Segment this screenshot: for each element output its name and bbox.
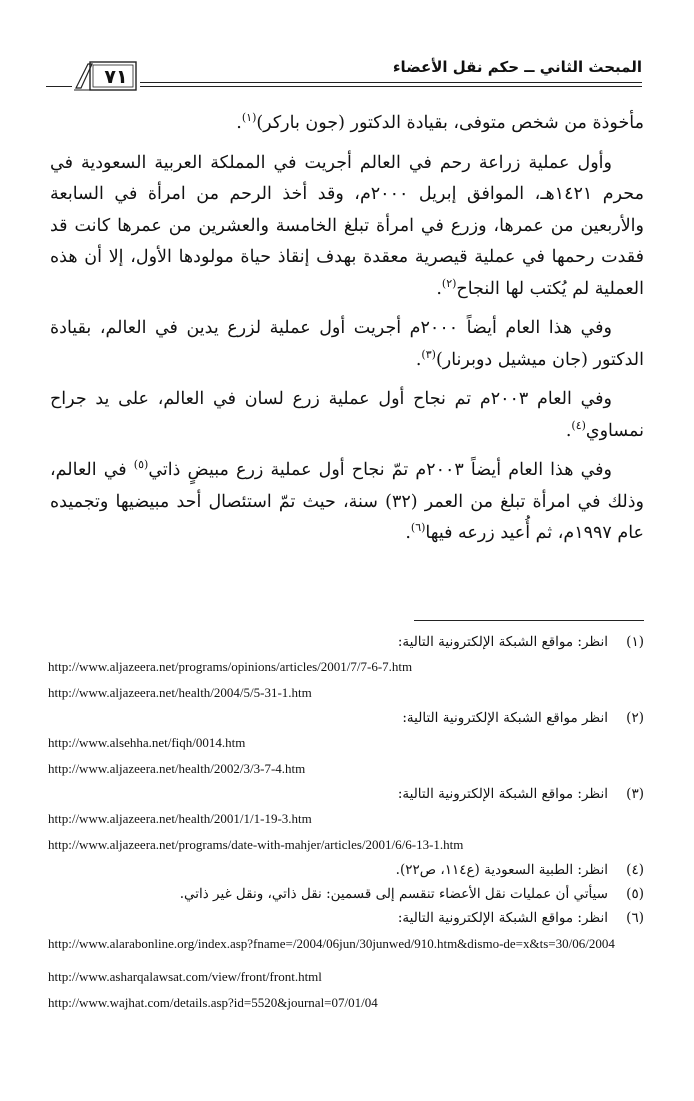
header-rule-left	[46, 86, 72, 87]
footnotes	[48, 630, 644, 1016]
footnote-ref-3: (٣)	[421, 347, 436, 361]
footnote-2: (٢)انظر مواقع الشبكة الإلكترونية التالية:	[402, 710, 644, 726]
paragraph-2: وأول عملية زراعة رحم في العالم أجريت في المملكة العربية السعودية في محرم ١٤٢١هـ، الموافق إبريل ٢٠٠٠م، وقد أخذ الرحم من امرأة في السابعة والأربعين من عمرها، وزرع في امرأة تبلغ الخامسة والعشرين من عمرها كانت قد فقدت رحمها في عملية قيصرية معقدة بهدف إنقاذ حياة مولودها الأول، إلا أن هذه العملية لم يُكتب لها النجاح$^{(٢)}$.	[50, 152, 644, 299]
page-number: ٧١	[104, 66, 128, 88]
paragraph-5: وفي هذا العام أيضاً ٢٠٠٣م تمّ نجاح أول عملية زرع مبيضٍ ذاتي$^{(٥)}$ في العالم، وذلك في امرأة تبلغ من العمر (٣٢) سنة، حيث تمّ استئصال أحد مبيضيها وتجميده عام ١٩٩٧م، ثم أُعيد زرعه فيها$^{(٦)}$.	[50, 458, 644, 543]
footnote-5: (٥)سيأتي أن عمليات نقل الأعضاء تنقسم إلى قسمين: نقل ذاتي، ونقل غير ذاتي.	[179, 886, 644, 902]
main-text	[50, 108, 644, 558]
footnote-4: (٤)انظر: الطبية السعودية (ع١١٤، ص٢٢).	[395, 862, 644, 878]
paragraph-3: وفي هذا العام أيضاً ٢٠٠٠م أجريت أول عملية لزرع يدين في العالم، بقيادة الدكتور (جان ميشيل دوبرنار)$^{(٣)}$.	[50, 318, 644, 370]
footnote-link[interactable]: http://www.aljazeera.net/health/2001/1/1-19-3.htm	[48, 811, 312, 826]
footnote-ref-5: (٥)	[133, 458, 149, 472]
footnote-separator	[414, 620, 644, 621]
header-rule-thin	[140, 86, 642, 87]
footnote-link[interactable]: http://www.alsehha.net/fiqh/0014.htm	[48, 735, 246, 750]
footnote-ref-4: (٤)	[571, 418, 586, 432]
footnote-3: (٣)انظر: مواقع الشبكة الإلكترونية التالية:	[397, 786, 644, 802]
footnote-link[interactable]: http://www.asharqalawsat.com/view/front/front.html	[48, 969, 322, 984]
paragraph-4: وفي العام ٢٠٠٣م تم نجاح أول عملية زرع لسان في العالم، على يد جراح نمساوي$^{(٤)}$.	[50, 389, 644, 441]
running-header-title: المبحث الثاني ــ حكم نقل الأعضاء	[392, 58, 642, 76]
footnote-link[interactable]: http://www.aljazeera.net/health/2002/3/3-7-4.htm	[48, 761, 306, 776]
footnote-link[interactable]: http://www.wajhat.com/details.asp?id=5520&journal=07/01/04	[48, 995, 378, 1010]
footnote-ref-2: (٢)	[441, 276, 457, 290]
footnote-ref-6: (٦)	[410, 521, 426, 535]
footnote-link[interactable]: http://www.aljazeera.net/programs/opinions/articles/2001/7/7-6-7.htm	[48, 659, 413, 674]
footnote-link[interactable]: http://www.aljazeera.net/health/2004/5/5-31-1.htm	[48, 685, 312, 700]
footnote-link[interactable]: http://www.alarabonline.org/index.asp?fname=/2004/06jun/30junwed/910.htm&dismo-de=x&ts=30/06/2004	[48, 936, 615, 951]
paragraph-1: مأخوذة من شخص متوفى، بقيادة الدكتور (جون باركر)$^{(١)}$.	[236, 111, 644, 133]
page-number-frame	[72, 60, 138, 94]
footnote-6: (٦)انظر: مواقع الشبكة الإلكترونية التالية:	[397, 910, 644, 926]
header-rule	[140, 82, 642, 83]
footnote-1: (١)انظر: مواقع الشبكة الإلكترونية التالية:	[397, 634, 644, 650]
footnote-ref-1: (١)	[241, 111, 257, 125]
footnote-link[interactable]: http://www.aljazeera.net/programs/date-with-mahjer/articles/2001/6/6-13-1.htm	[48, 837, 464, 852]
